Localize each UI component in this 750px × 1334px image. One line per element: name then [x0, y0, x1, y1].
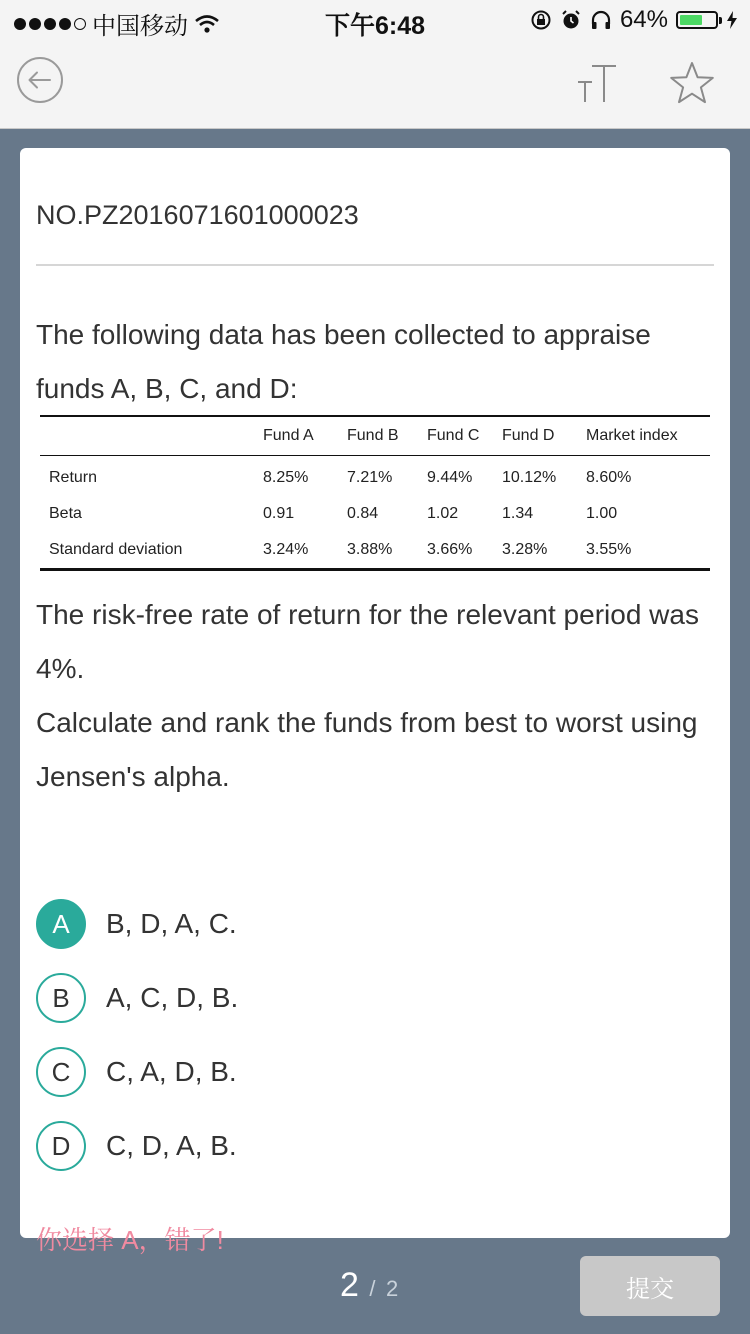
table-row: [40, 456, 710, 497]
table-cell: 1.02: [427, 505, 459, 522]
table-cell: Standard deviation: [49, 541, 183, 558]
table-cell: Beta: [49, 505, 82, 522]
option-a[interactable]: [36, 898, 237, 950]
status-right: [530, 6, 738, 34]
option-text: A, C, D, B.: [106, 982, 239, 1013]
question-number: NO.PZ2016071601000023: [36, 200, 359, 230]
option-text: C, A, D, B.: [106, 1056, 237, 1087]
battery-percentage: 64%: [619, 6, 668, 33]
font-size-button[interactable]: [572, 60, 622, 106]
table-cell: 3.24%: [263, 541, 309, 558]
table-header-cell: Fund B: [347, 416, 427, 456]
option-letter-badge: B: [36, 973, 86, 1023]
table-cell: 1.34: [502, 505, 534, 522]
table-cell: Return: [49, 469, 98, 486]
option-letter-badge: A: [36, 899, 86, 949]
table-cell: 0.84: [347, 505, 379, 522]
status-bar: [0, 0, 750, 40]
option-text: C, D, A, B.: [106, 1130, 237, 1161]
divider: [36, 264, 714, 266]
charging-icon: [726, 10, 738, 30]
battery-level: [680, 15, 702, 25]
current-page: 2: [340, 1266, 359, 1304]
status-time: 下午6:48: [324, 12, 426, 40]
question-context: The risk-free rate of return for the relevant period was 4%.: [36, 599, 699, 684]
rotation-lock-icon: [530, 9, 552, 31]
question-card: [20, 148, 730, 1255]
table-cell: 3.88%: [347, 541, 393, 558]
table-header-row: [40, 416, 710, 456]
option-letter-badge: C: [36, 1047, 86, 1097]
table-cell: 3.55%: [586, 541, 632, 558]
back-arrow-circle-icon: [16, 56, 64, 104]
table-cell: 0.91: [263, 505, 295, 522]
table-cell: 10.12%: [502, 469, 557, 486]
back-button[interactable]: [16, 56, 64, 104]
carrier-label: 中国移动: [92, 13, 188, 40]
total-pages: 2: [385, 1276, 399, 1301]
top-navigation-bar: [0, 40, 750, 129]
table-header-cell: [40, 416, 263, 456]
table-cell: 3.28%: [502, 541, 548, 558]
text-size-icon: [572, 60, 622, 106]
battery-icon: [676, 11, 718, 29]
question-prompt: Calculate and rank the funds from best to worst using Jensen's alpha.: [36, 707, 698, 792]
alarm-icon: [560, 9, 582, 31]
option-d[interactable]: [36, 1120, 237, 1172]
favorite-button[interactable]: [668, 60, 716, 106]
table-row: [40, 532, 710, 570]
table-cell: 1.00: [586, 505, 618, 522]
table-cell: 8.25%: [263, 469, 309, 486]
table-row: [40, 496, 710, 532]
table-cell: 8.60%: [586, 469, 632, 486]
submit-button[interactable]: 提交: [580, 1256, 720, 1316]
question-intro: The following data has been collected to appraise funds A, B, C, and D:: [36, 319, 651, 404]
table-header-cell: Fund C: [427, 416, 502, 456]
table-header-cell: Fund A: [263, 416, 347, 456]
fund-data-table: [40, 415, 710, 571]
option-b[interactable]: [36, 972, 238, 1024]
table-cell: 3.66%: [427, 541, 473, 558]
option-c[interactable]: [36, 1046, 237, 1098]
page-separator: /: [369, 1276, 376, 1301]
option-text: B, D, A, C.: [106, 908, 237, 939]
table-cell: 7.21%: [347, 469, 393, 486]
option-letter-badge: D: [36, 1121, 86, 1171]
answer-result-message: 你选择 A，错了!: [36, 1225, 224, 1255]
table-cell: 9.44%: [427, 469, 473, 486]
table-header-cell: Fund D: [502, 416, 586, 456]
headphones-icon: [590, 9, 612, 31]
table-header-cell: Market index: [586, 416, 710, 456]
star-outline-icon: [668, 60, 716, 106]
page-indicator: [340, 1266, 398, 1305]
